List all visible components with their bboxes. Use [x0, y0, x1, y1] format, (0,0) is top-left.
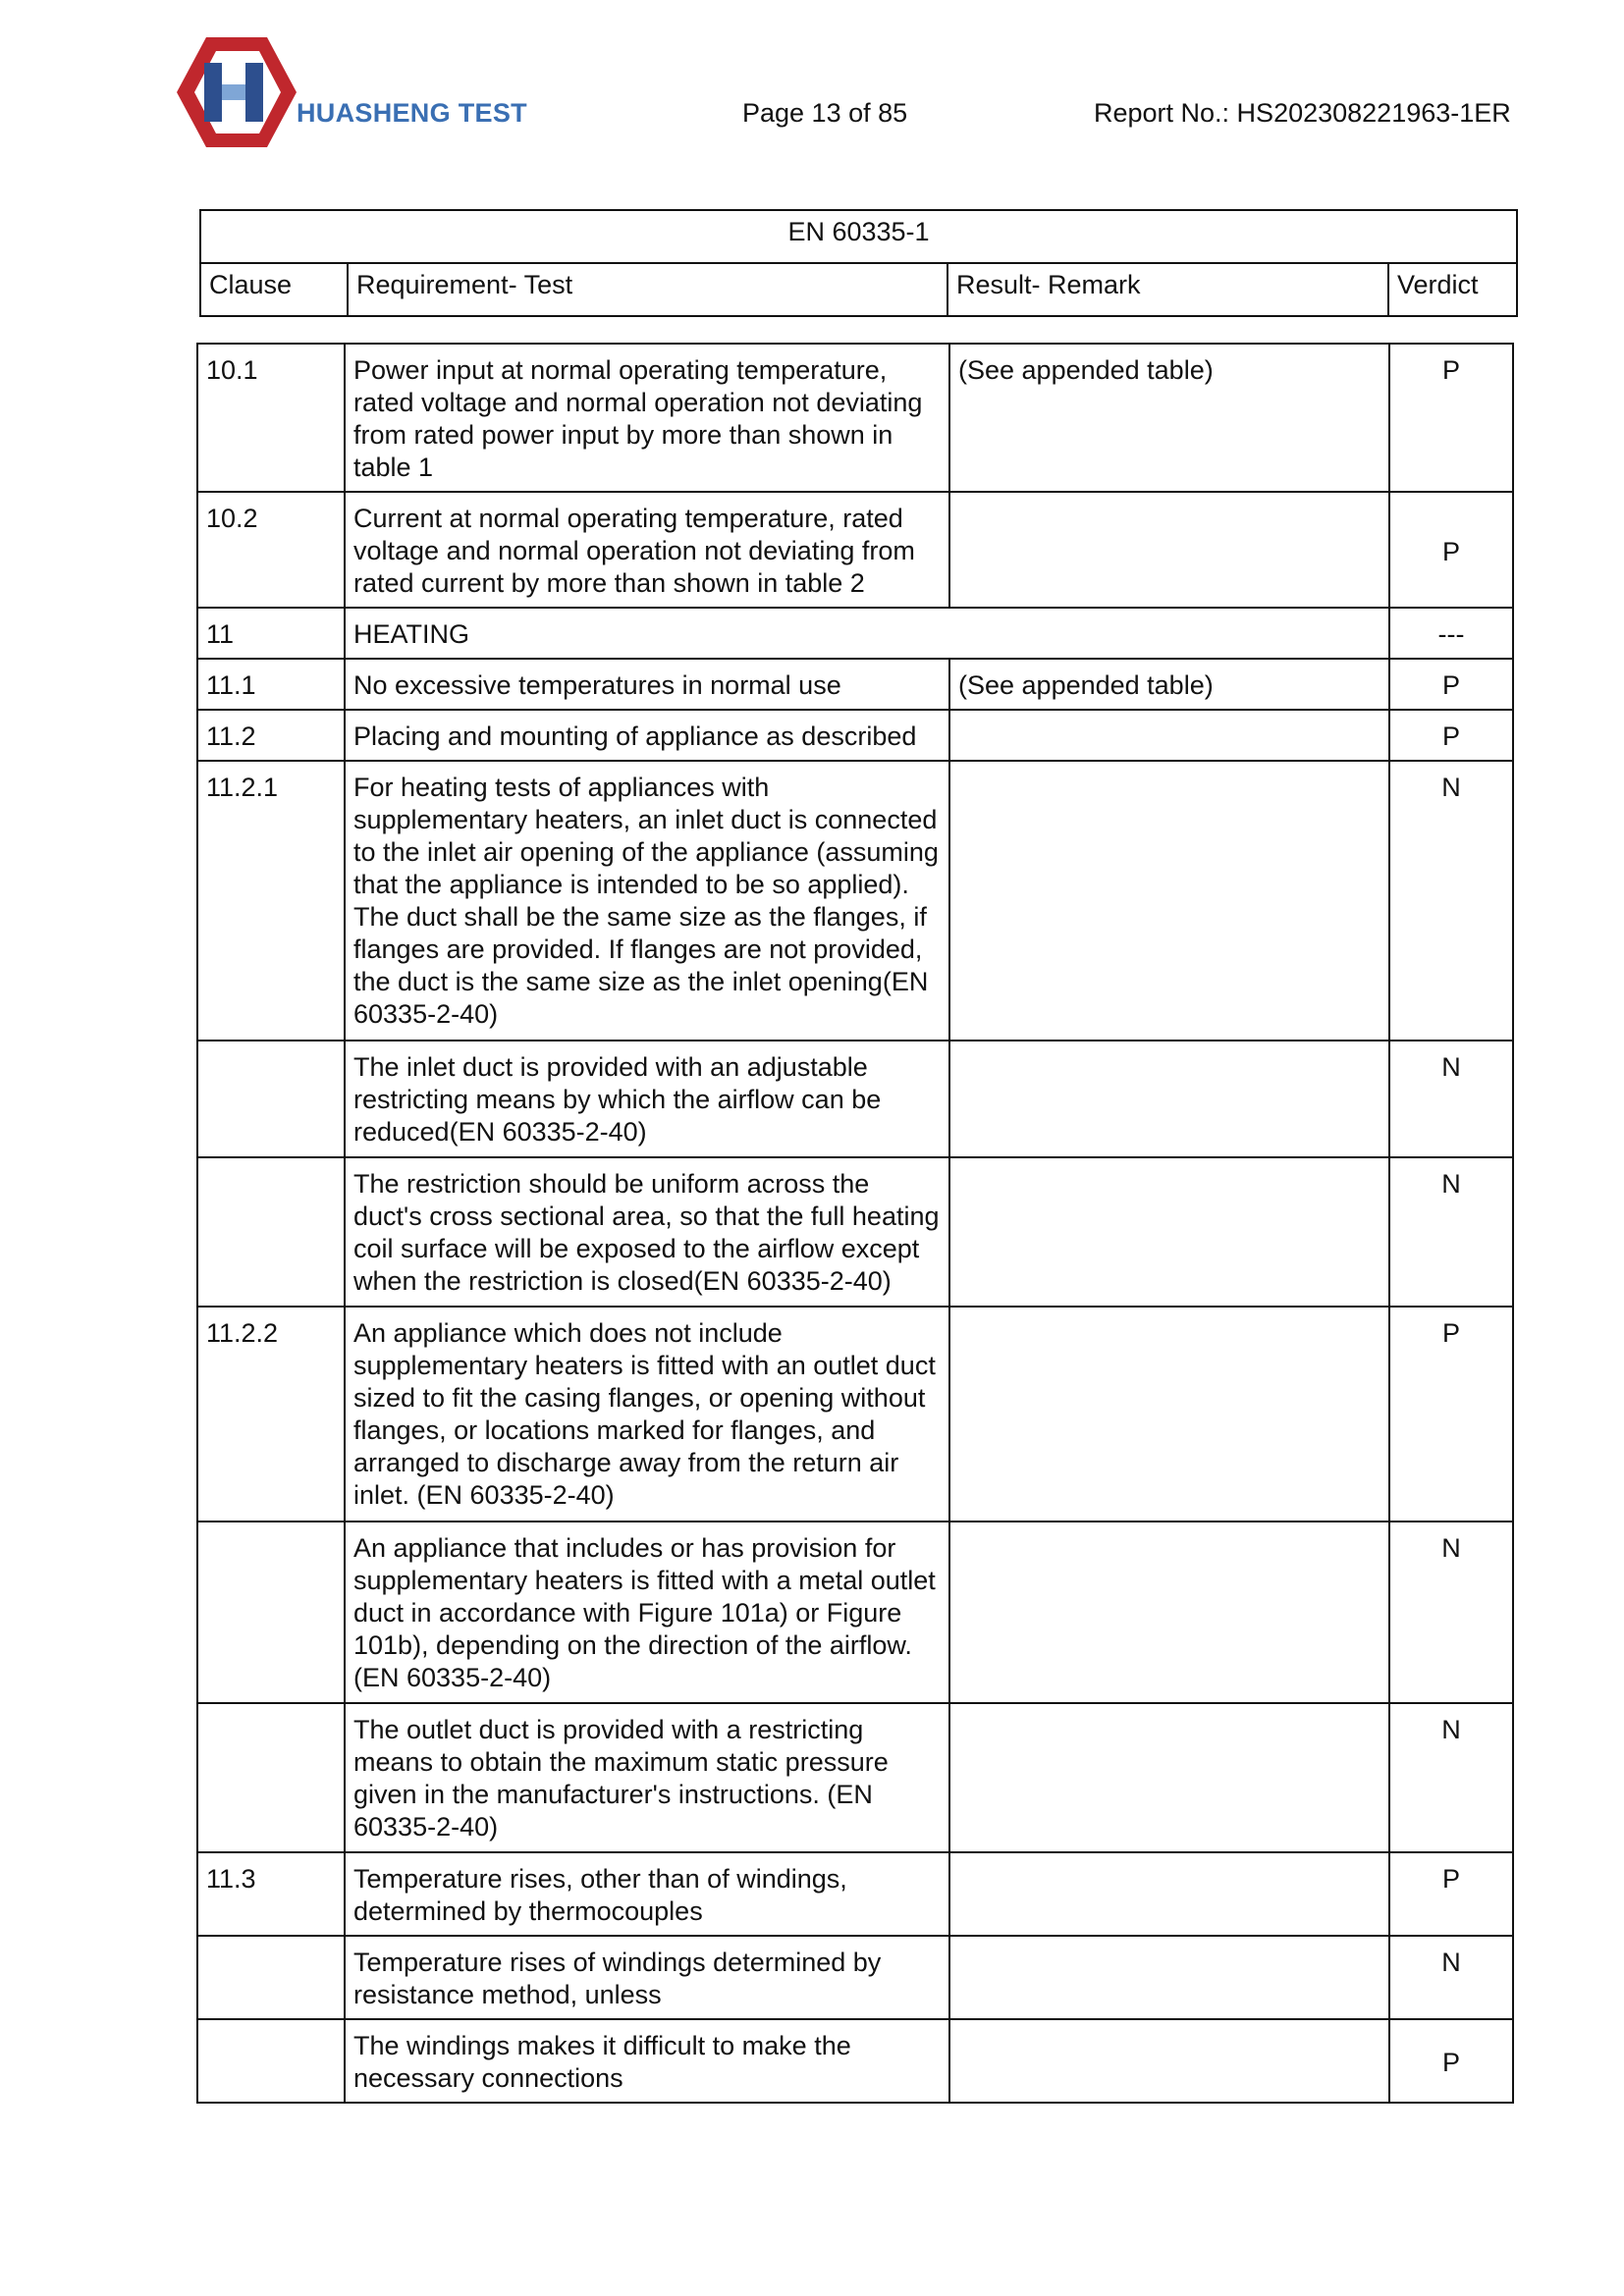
table-row [197, 344, 1513, 492]
remark-cell [949, 1307, 1389, 1522]
remark-cell [949, 1852, 1389, 1936]
clause-cell: 11.2.2 [197, 1307, 345, 1522]
verdict-cell: P [1389, 1307, 1513, 1522]
requirement-cell: For heating tests of appliances with supplementary heaters, an inlet duct is connected to the inlet air opening of the appliance (assuming that the appliance is intended to be so applied). The duct shall be the same size as the flanges, if flanges are provided. If flanges are not provided, the duct is the same size as the inlet opening(EN 60335-2-40) [345, 761, 949, 1041]
column-header-clause: Clause [200, 263, 348, 316]
requirement-cell: HEATING [345, 608, 1389, 659]
clause-cell: 10.2 [197, 492, 345, 608]
verdict-cell: N [1389, 761, 1513, 1041]
table-row [197, 1703, 1513, 1852]
standard-header-table [199, 209, 1518, 317]
clause-cell: 11.3 [197, 1852, 345, 1936]
verdict-cell: N [1389, 1157, 1513, 1307]
table-row [197, 2019, 1513, 2103]
clause-cell [197, 1703, 345, 1852]
report-number: Report No.: HS202308221963-1ER [1094, 98, 1511, 128]
verdict-cell: N [1389, 1936, 1513, 2019]
huasheng-logo-icon [165, 35, 298, 149]
table-row [197, 1041, 1513, 1157]
remark-cell [949, 761, 1389, 1041]
verdict-cell: P [1389, 492, 1513, 608]
verdict-cell: N [1389, 1041, 1513, 1157]
table-row [197, 659, 1513, 710]
clause-cell [197, 2019, 345, 2103]
column-header-remark: Result- Remark [947, 263, 1388, 316]
column-header-requirement: Requirement- Test [348, 263, 947, 316]
verdict-cell: P [1389, 2019, 1513, 2103]
verdict-cell: P [1389, 344, 1513, 492]
requirement-cell: An appliance that includes or has provision for supplementary heaters is fitted with a metal outlet duct in accordance with Figure 101a) or Figure 101b), depending on the direction of the airflow. (EN 60335-2-40) [345, 1522, 949, 1703]
remark-cell [949, 1157, 1389, 1307]
verdict-cell: P [1389, 710, 1513, 761]
remark-cell: (See appended table) [949, 344, 1389, 492]
table-row [197, 1307, 1513, 1522]
requirement-cell: No excessive temperatures in normal use [345, 659, 949, 710]
clause-cell [197, 1157, 345, 1307]
remark-cell [949, 710, 1389, 761]
remark-cell [949, 1041, 1389, 1157]
table-row [197, 492, 1513, 608]
remark-cell [949, 1936, 1389, 2019]
requirement-cell: Power input at normal operating temperature, rated voltage and normal operation not deviating from rated power input by more than shown in table 1 [345, 344, 949, 492]
remark-cell [949, 1522, 1389, 1703]
clause-cell [197, 1522, 345, 1703]
page-number: Page 13 of 85 [742, 98, 908, 128]
verdict-cell: P [1389, 659, 1513, 710]
table-row [197, 761, 1513, 1041]
standard-title: EN 60335-1 [200, 210, 1517, 263]
requirement-cell: The restriction should be uniform across the duct's cross sectional area, so that the full heating coil surface will be exposed to the airflow except when the restriction is closed(EN 60335-2-40) [345, 1157, 949, 1307]
brand-name: HUASHENG TEST [297, 98, 527, 128]
requirement-cell: The inlet duct is provided with an adjustable restricting means by which the airflow can be reduced(EN 60335-2-40) [345, 1041, 949, 1157]
requirement-cell: The windings makes it difficult to make the necessary connections [345, 2019, 949, 2103]
requirement-cell: The outlet duct is provided with a restricting means to obtain the maximum static pressure given in the manufacturer's instructions. (EN 60335-2-40) [345, 1703, 949, 1852]
page-header [0, 0, 1624, 177]
clause-cell: 11 [197, 608, 345, 659]
clause-cell: 11.1 [197, 659, 345, 710]
requirement-cell: Temperature rises, other than of windings, determined by thermocouples [345, 1852, 949, 1936]
clause-cell [197, 1936, 345, 2019]
table-row [197, 1852, 1513, 1936]
requirement-cell: Current at normal operating temperature, rated voltage and normal operation not deviating from rated current by more than shown in table 2 [345, 492, 949, 608]
verdict-cell: N [1389, 1703, 1513, 1852]
remark-cell [949, 492, 1389, 608]
remark-cell [949, 1703, 1389, 1852]
clause-table [196, 343, 1514, 2104]
table-row [197, 1157, 1513, 1307]
clause-cell: 11.2 [197, 710, 345, 761]
table-row [197, 608, 1513, 659]
clause-cell: 10.1 [197, 344, 345, 492]
remark-cell: (See appended table) [949, 659, 1389, 710]
table-row [197, 1936, 1513, 2019]
requirement-cell: Temperature rises of windings determined by resistance method, unless [345, 1936, 949, 2019]
clause-cell [197, 1041, 345, 1157]
table-row [197, 1522, 1513, 1703]
table-row [197, 710, 1513, 761]
requirement-cell: Placing and mounting of appliance as described [345, 710, 949, 761]
verdict-cell: N [1389, 1522, 1513, 1703]
verdict-cell: --- [1389, 608, 1513, 659]
remark-cell [949, 2019, 1389, 2103]
requirement-cell: An appliance which does not include supplementary heaters is fitted with an outlet duct sized to fit the casing flanges, or opening without flanges, or locations marked for flanges, and arranged to discharge away from the return air inlet. (EN 60335-2-40) [345, 1307, 949, 1522]
column-header-verdict: Verdict [1388, 263, 1517, 316]
verdict-cell: P [1389, 1852, 1513, 1936]
clause-cell: 11.2.1 [197, 761, 345, 1041]
